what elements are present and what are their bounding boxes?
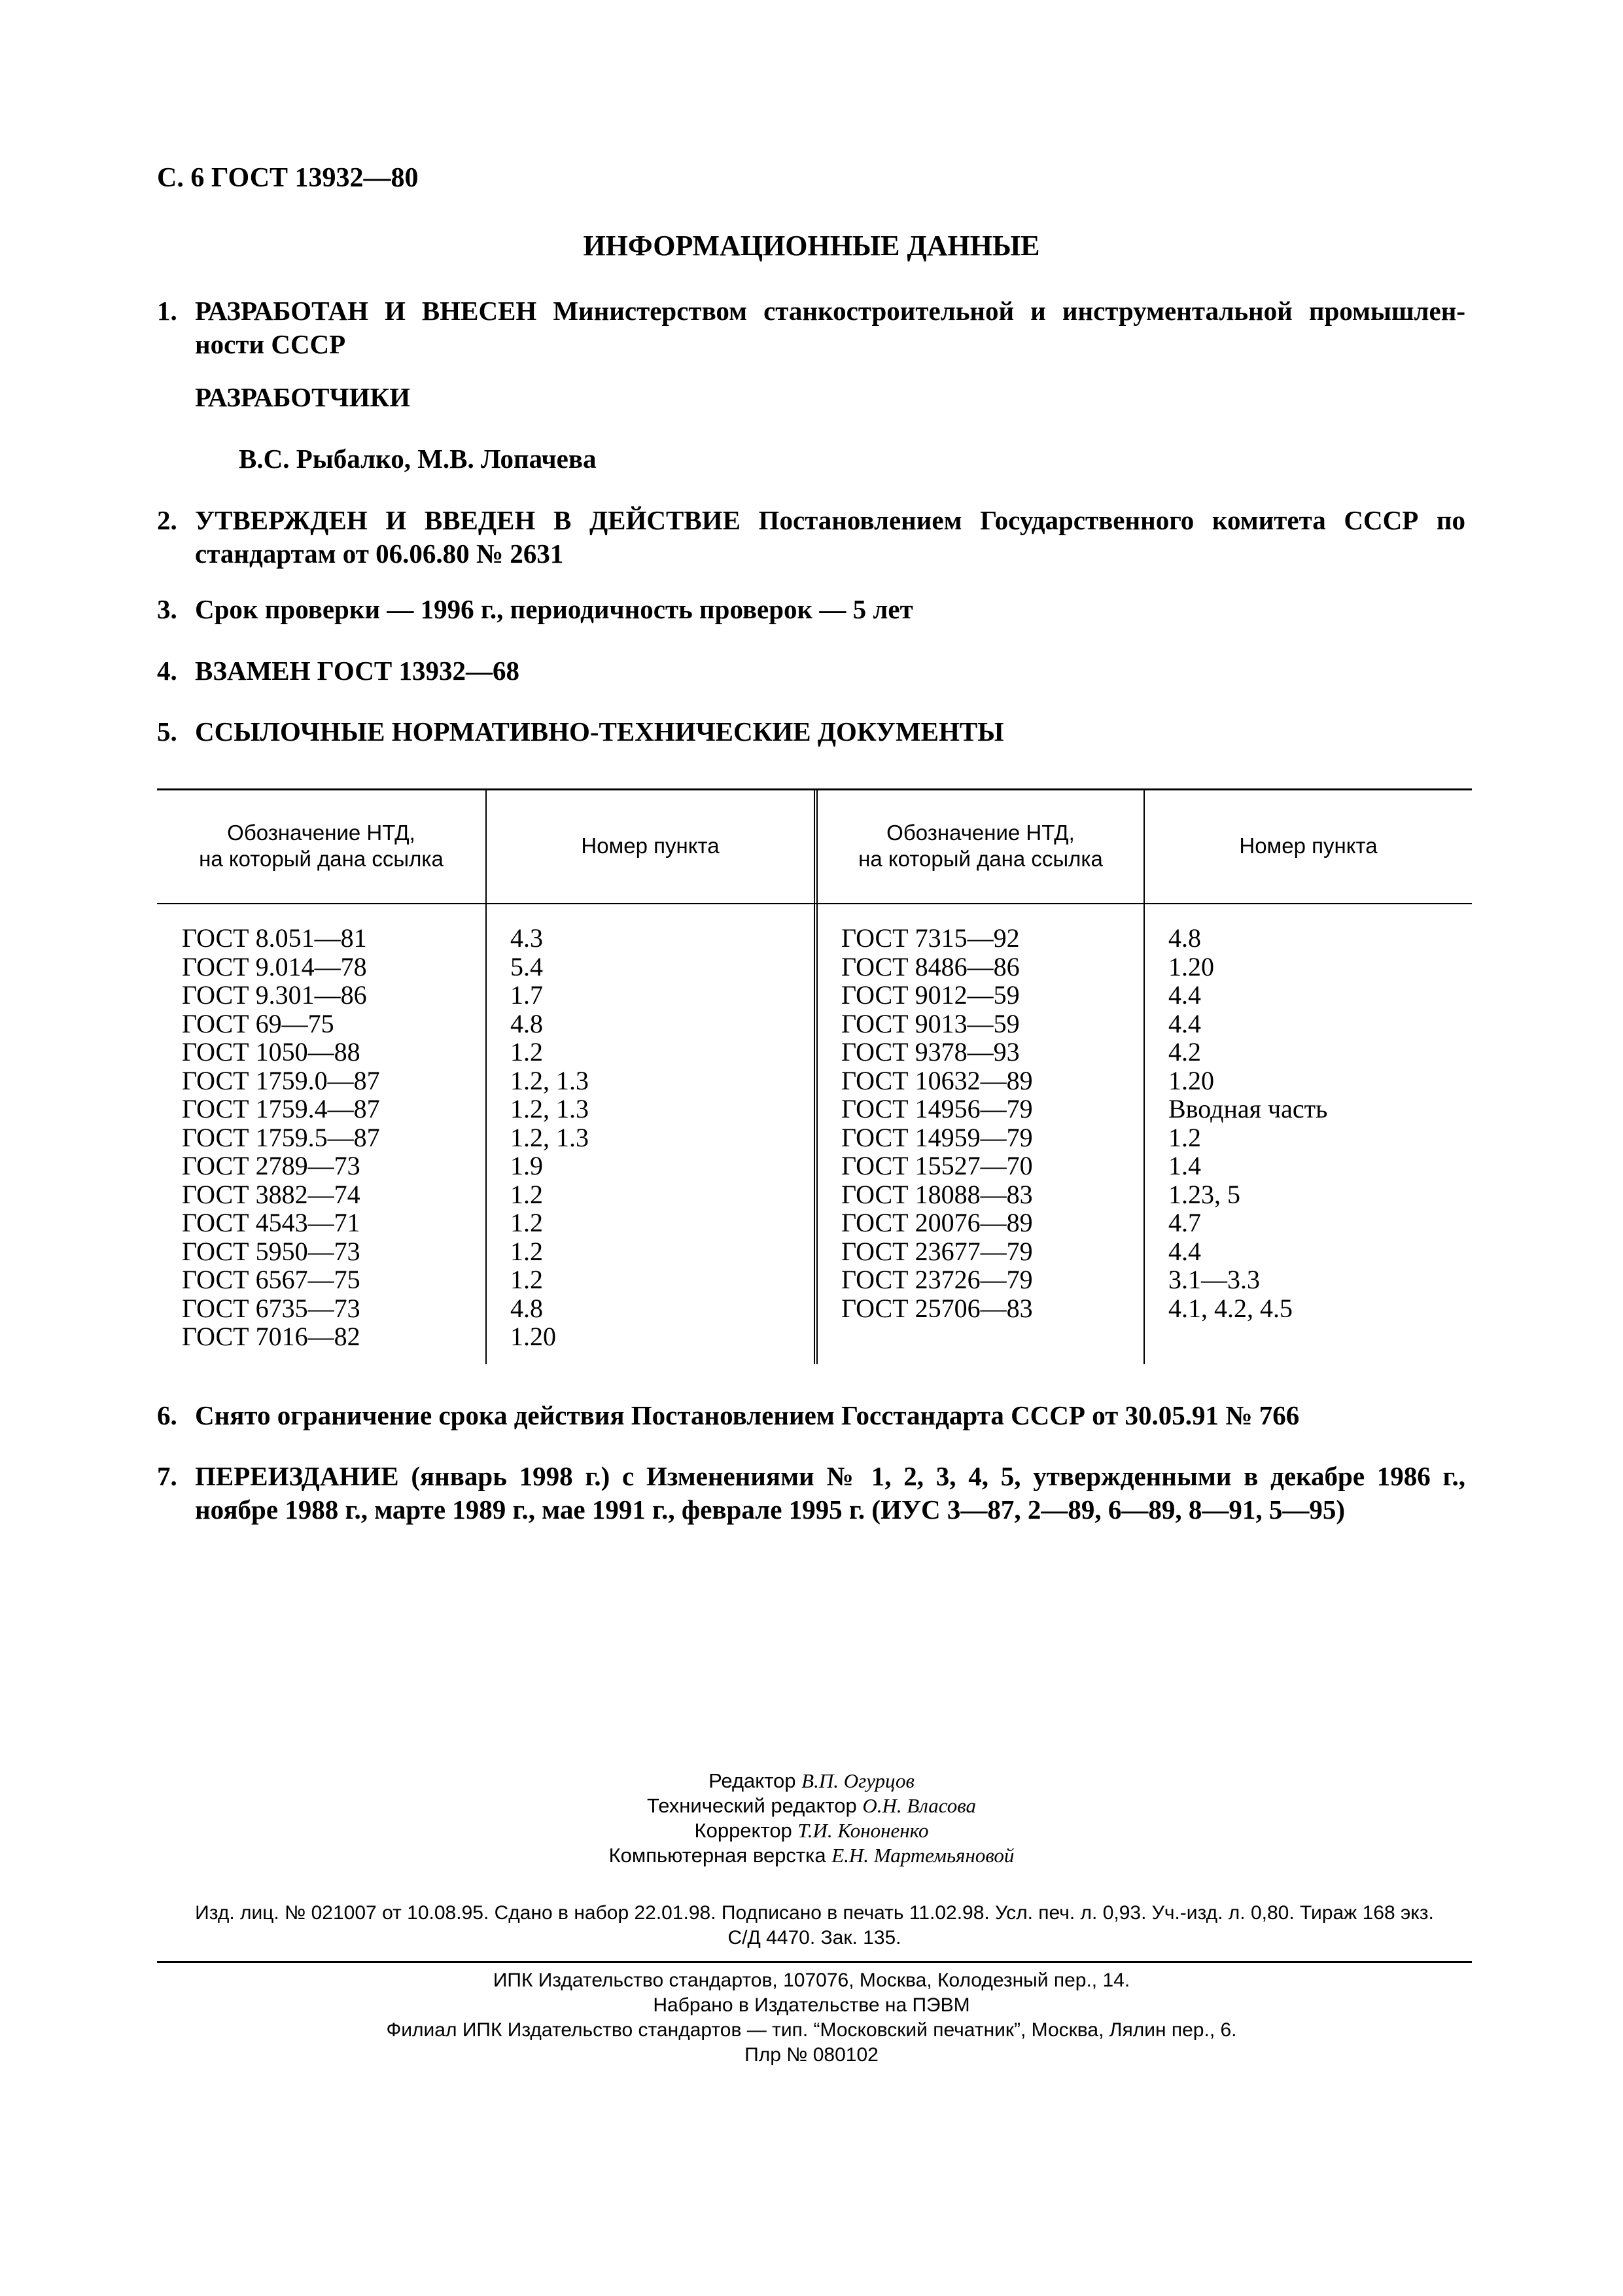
table-cell: 5.4 bbox=[510, 951, 543, 981]
item-7 bbox=[157, 1460, 1465, 1527]
item-1 bbox=[157, 294, 1465, 361]
table-cell: ГОСТ 20076—89 bbox=[841, 1208, 1033, 1237]
table-cell: ГОСТ 1759.0—87 bbox=[182, 1065, 380, 1095]
header-text: Номер пункта bbox=[581, 833, 720, 858]
table-cell: Вводная часть bbox=[1168, 1094, 1328, 1123]
table-cell: ГОСТ 1759.4—87 bbox=[182, 1094, 380, 1123]
table-cell: ГОСТ 23677—79 bbox=[841, 1236, 1033, 1266]
references-table bbox=[157, 788, 1472, 1371]
table-cell: ГОСТ 15527—70 bbox=[841, 1151, 1033, 1180]
table-cell: 4.4 bbox=[1168, 980, 1201, 1010]
item-number: 6. bbox=[157, 1400, 177, 1430]
item-3 bbox=[157, 593, 1465, 626]
imprint-line: Филиал ИПК Издательство стандартов — тип. “Московский печатник”, Москва, Лялин пер., 6. bbox=[386, 2019, 1237, 2041]
item-2 bbox=[157, 504, 1465, 571]
table-cell: 1.2 bbox=[510, 1037, 543, 1067]
table-cell: 4.4 bbox=[1168, 1236, 1201, 1266]
publication-line: Изд. лиц. № 021007 от 10.08.95. Сдано в набор 22.01.98. Подписано в печать 11.02.98. Усл. печ. л. 0,93. Уч.-изд. л. 0,80. Тираж 168 экз. bbox=[195, 1902, 1434, 1924]
table-cell: 4.3 bbox=[510, 923, 543, 953]
credit-layout bbox=[0, 1843, 1623, 1868]
table-cell: 1.20 bbox=[1168, 951, 1214, 981]
table-cell: ГОСТ 9378—93 bbox=[841, 1037, 1020, 1067]
table-cell: 1.2, 1.3 bbox=[510, 1094, 589, 1123]
table-cell: ГОСТ 7315—92 bbox=[841, 923, 1020, 953]
table-cell: ГОСТ 9.301—86 bbox=[182, 980, 367, 1010]
item-4 bbox=[157, 654, 1465, 688]
table-cell: ГОСТ 10632—89 bbox=[841, 1065, 1033, 1095]
credit-role: Корректор bbox=[694, 1819, 792, 1842]
table-cell: ГОСТ 9.014—78 bbox=[182, 951, 367, 981]
editorial-credits bbox=[0, 1769, 1623, 1868]
table-cell: ГОСТ 6735—73 bbox=[182, 1293, 360, 1323]
credit-name: В.П. Огурцов bbox=[801, 1769, 915, 1792]
table-cell: ГОСТ 5950—73 bbox=[182, 1236, 360, 1266]
item-1-line-1: РАЗРАБОТАН И ВНЕСЕН Министерством станкостроительной и инструментальной промышлен- bbox=[195, 296, 1465, 326]
right-doc-column bbox=[841, 924, 1033, 1322]
credit-editor bbox=[0, 1769, 1623, 1793]
item-6 bbox=[157, 1399, 1465, 1432]
table-cell: 1.2 bbox=[510, 1179, 543, 1209]
table-cell: 1.20 bbox=[1168, 1065, 1214, 1095]
table-cell: ГОСТ 1050—88 bbox=[182, 1037, 360, 1067]
table-cell: 4.8 bbox=[510, 1293, 543, 1323]
credit-role: Технический редактор bbox=[647, 1794, 857, 1817]
item-5 bbox=[157, 715, 1465, 749]
table-cell: 1.2 bbox=[510, 1265, 543, 1294]
table-cell: 4.8 bbox=[1168, 923, 1201, 953]
table-cell: 4.8 bbox=[510, 1008, 543, 1038]
table-cell: ГОСТ 23726—79 bbox=[841, 1265, 1033, 1294]
table-cell: ГОСТ 4543—71 bbox=[182, 1208, 360, 1237]
item-2-line-2: стандартам от 06.06.80 № 2631 bbox=[195, 539, 564, 569]
credit-name: Т.И. Кононенко bbox=[797, 1819, 929, 1842]
credit-role: Компьютерная верстка bbox=[608, 1844, 826, 1867]
page-title: ИНФОРМАЦИОННЫЕ ДАННЫЕ bbox=[583, 230, 1040, 262]
table-cell: 1.23, 5 bbox=[1168, 1179, 1240, 1209]
developers-heading: РАЗРАБОТЧИКИ bbox=[195, 382, 411, 412]
item-number: 4. bbox=[157, 656, 177, 686]
item-number: 3. bbox=[157, 594, 177, 624]
table-header-doc bbox=[157, 788, 485, 903]
table-cell: 1.7 bbox=[510, 980, 543, 1010]
item-number: 2. bbox=[157, 505, 177, 535]
right-point-column bbox=[1168, 924, 1327, 1322]
table-header-point bbox=[1145, 788, 1472, 903]
item-1-line-2: ности СССР bbox=[195, 329, 346, 359]
table-cell: 1.2 bbox=[510, 1208, 543, 1237]
credit-tech-editor bbox=[0, 1793, 1623, 1818]
credit-proofreader bbox=[0, 1818, 1623, 1843]
item-5-text: ССЫЛОЧНЫЕ НОРМАТИВНО-ТЕХНИЧЕСКИЕ ДОКУМЕНТЫ bbox=[195, 716, 1004, 747]
credit-name: Е.Н. Мартемьяновой bbox=[831, 1844, 1015, 1867]
header-text: на который дана ссылка bbox=[199, 846, 444, 871]
header-text: Обозначение НТД, bbox=[886, 820, 1075, 845]
item-7-line-1: ПЕРЕИЗДАНИЕ (январь 1998 г.) с Изменениями № 1, 2, 3, 4, 5, утвержденными в декабре 1986 г., bbox=[195, 1461, 1465, 1491]
table-cell: 1.2, 1.3 bbox=[510, 1065, 589, 1095]
imprint-line: Набрано в Издательстве на ПЭВМ bbox=[653, 1994, 970, 2016]
table-cell: ГОСТ 3882—74 bbox=[182, 1179, 360, 1209]
table-cell: 1.20 bbox=[510, 1322, 556, 1351]
table-cell: 4.7 bbox=[1168, 1208, 1201, 1237]
table-cell: ГОСТ 14956—79 bbox=[841, 1094, 1033, 1123]
item-7-line-2: ноябре 1988 г., марте 1989 г., мае 1991 г., феврале 1995 г. (ИУС 3—87, 2—89, 6—89, 8—91, 5—95) bbox=[195, 1494, 1346, 1525]
item-number: 1. bbox=[157, 296, 177, 326]
table-cell: 3.1—3.3 bbox=[1168, 1265, 1260, 1294]
table-cell: 1.2 bbox=[1168, 1122, 1201, 1152]
header-text: Обозначение НТД, bbox=[227, 820, 415, 845]
table-cell: ГОСТ 25706—83 bbox=[841, 1293, 1033, 1323]
table-cell: 1.4 bbox=[1168, 1151, 1201, 1180]
imprint-rule bbox=[157, 1961, 1472, 1963]
item-2-line-1: УТВЕРЖДЕН И ВВЕДЕН В ДЕЙСТВИЕ Постановлением Государственного комитета СССР по bbox=[195, 505, 1465, 535]
imprint-line: ИПК Издательство стандартов, 107076, Москва, Колодезный пер., 14. bbox=[493, 1969, 1130, 1991]
left-doc-column bbox=[182, 924, 380, 1351]
item-3-text: Срок проверки — 1996 г., периодичность проверок — 5 лет bbox=[195, 594, 913, 624]
left-point-column bbox=[510, 924, 589, 1351]
table-cell: ГОСТ 9012—59 bbox=[841, 980, 1020, 1010]
table-cell: ГОСТ 8.051—81 bbox=[182, 923, 367, 953]
printer-imprint bbox=[0, 1968, 1623, 2068]
item-number: 5. bbox=[157, 716, 177, 747]
table-cell: ГОСТ 7016—82 bbox=[182, 1322, 360, 1351]
table-cell: 4.2 bbox=[1168, 1037, 1201, 1067]
item-6-text: Снято ограничение срока действия Постановлением Госстандарта СССР от 30.05.91 № 766 bbox=[195, 1400, 1300, 1430]
table-cell: ГОСТ 18088—83 bbox=[841, 1179, 1033, 1209]
table-cell: 1.2, 1.3 bbox=[510, 1122, 589, 1152]
item-number: 7. bbox=[157, 1461, 177, 1491]
table-cell: 4.4 bbox=[1168, 1008, 1201, 1038]
table-cell: ГОСТ 69—75 bbox=[182, 1008, 334, 1038]
table-cell: 4.1, 4.2, 4.5 bbox=[1168, 1293, 1293, 1323]
developers-names: В.С. Рыбалко, М.В. Лопачева bbox=[239, 444, 597, 474]
table-cell: ГОСТ 6567—75 bbox=[182, 1265, 360, 1294]
table-cell: 1.2 bbox=[510, 1236, 543, 1266]
table-cell: ГОСТ 14959—79 bbox=[841, 1122, 1033, 1152]
item-4-text: ВЗАМЕН ГОСТ 13932—68 bbox=[195, 656, 519, 686]
running-head: С. 6 ГОСТ 13932—80 bbox=[157, 163, 419, 193]
table-cell: 1.9 bbox=[510, 1151, 543, 1180]
credit-name: О.Н. Власова bbox=[862, 1794, 976, 1817]
table-cell: ГОСТ 8486—86 bbox=[841, 951, 1020, 981]
table-cell: ГОСТ 1759.5—87 bbox=[182, 1122, 380, 1152]
table-cell: ГОСТ 2789—73 bbox=[182, 1151, 360, 1180]
table-header-doc bbox=[818, 788, 1143, 903]
table-cell: ГОСТ 9013—59 bbox=[841, 1008, 1020, 1038]
publication-line: С/Д 4470. Зак. 135. bbox=[727, 1927, 901, 1949]
publication-info bbox=[157, 1901, 1472, 1951]
header-text: на который дана ссылка bbox=[858, 846, 1103, 871]
imprint-line: Плр № 080102 bbox=[744, 2044, 879, 2066]
credit-role: Редактор bbox=[708, 1769, 796, 1792]
table-header-point bbox=[487, 788, 814, 903]
header-text: Номер пункта bbox=[1239, 833, 1378, 858]
